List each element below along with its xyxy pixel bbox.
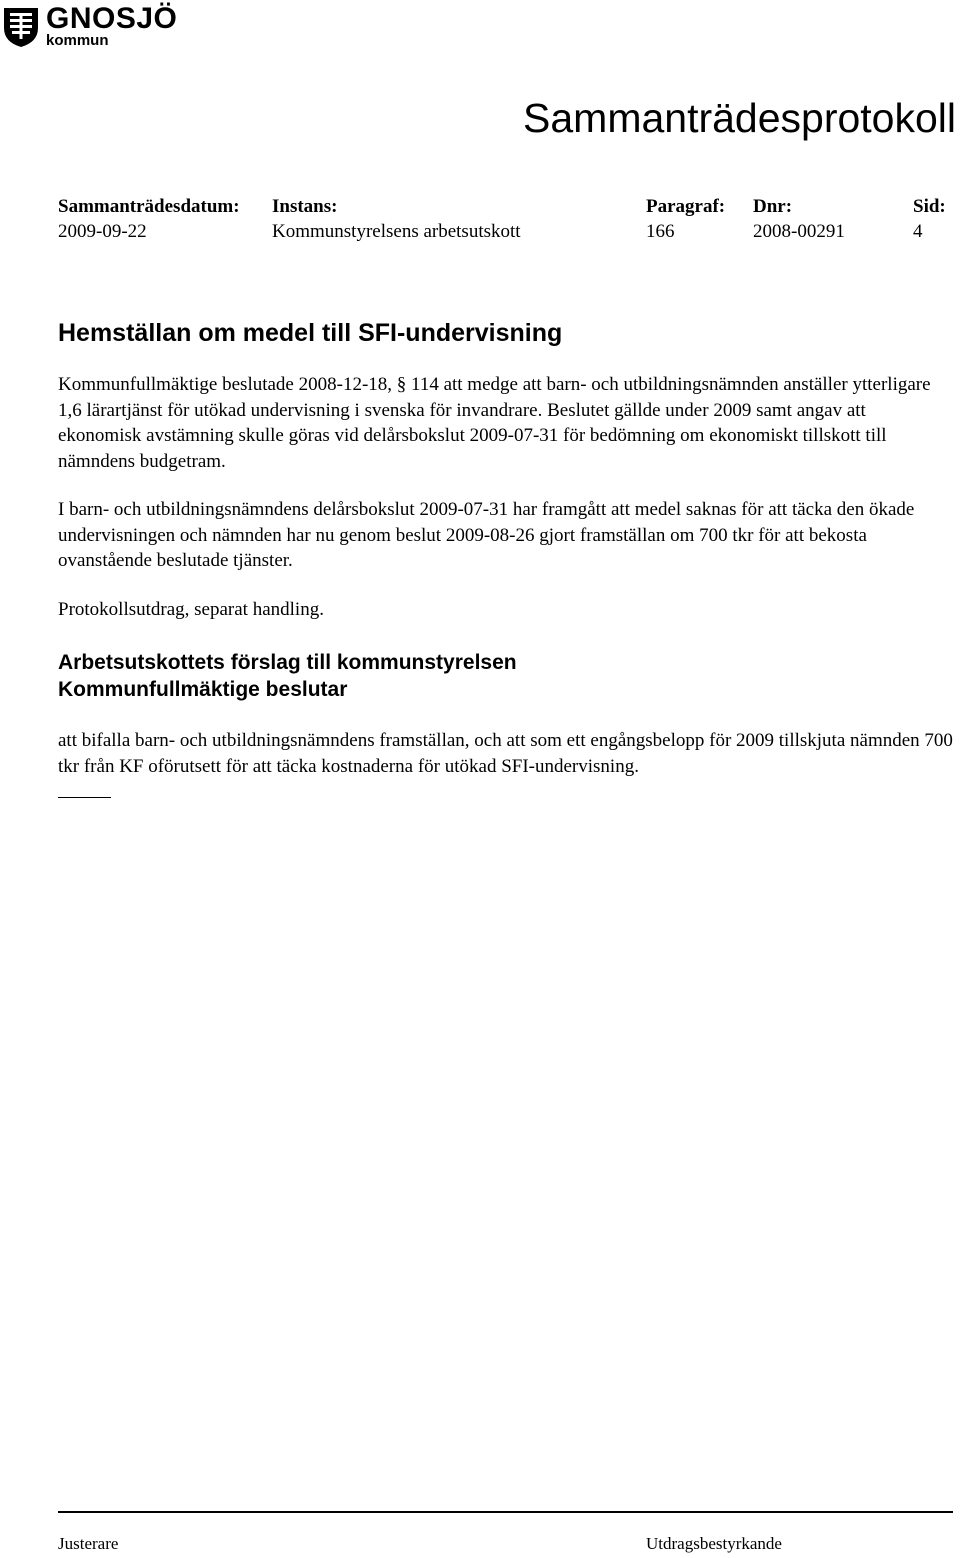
decision-text: att bifalla barn- och utbildningsnämndens framställan, och att som ett engångsbelopp för 2009 tillskjuta nämnden 700 tkr från KF oförutsett för att täcka kostnaderna för utökad SFI-undervisning.	[58, 730, 953, 777]
meta-instans-value: Kommunstyrelsens arbetsutskott	[272, 221, 521, 242]
meta-dnr-value: 2008-00291	[753, 221, 845, 242]
meta-dnr-label: Dnr:	[753, 196, 793, 217]
meta-paragraf-value: 166	[646, 221, 675, 242]
footer-divider	[58, 1511, 953, 1513]
municipality-logo	[2, 2, 178, 49]
paragraph-request: I barn- och utbildningsnämndens delårsbokslut 2009-07-31 har framgått att medel saknas för att täcka den ökade undervisningen och nämnden har nu genom beslut 2009-08-26 gjort framställan om 700 tkr för att bekosta ovanstående beslutade tjänster.	[58, 499, 915, 572]
meta-date	[58, 195, 240, 244]
footer-justerare: Justerare	[58, 1534, 119, 1553]
paragraph-protocol-extract: Protokollsutdrag, separat handling.	[58, 599, 324, 620]
end-of-section-rule	[58, 797, 111, 798]
logo-subtitle: kommun	[46, 32, 109, 49]
meta-sid	[913, 195, 946, 244]
municipal-coat-of-arms-icon	[2, 6, 40, 48]
proposal-heading: Arbetsutskottets förslag till kommunstyrelsen	[58, 651, 517, 674]
meta-dnr	[753, 195, 845, 244]
meta-instans	[272, 195, 521, 244]
meta-date-label: Sammanträdesdatum:	[58, 196, 240, 217]
meta-date-value: 2009-09-22	[58, 221, 147, 242]
paragraph-background: Kommunfullmäktige beslutade 2008-12-18, § 114 att medge att barn- och utbildningsnämnden anställer ytterligare 1,6 lärartjänst för utökad undervisning i svenska för invandrare. Beslutet gällde under 2009 samt angav att ekonomisk avstämning skulle göras vid delårsbokslut 2009-07-31 för bedömning om ekonomiskt tillskott till nämndens budgetram.	[58, 374, 931, 472]
meta-instans-label: Instans:	[272, 196, 338, 217]
meta-sid-value: 4	[913, 221, 923, 242]
meta-sid-label: Sid:	[913, 196, 946, 217]
logo-wordmark: GNOSJÖ	[46, 2, 178, 35]
document-title: Sammanträdesprotokoll	[523, 95, 956, 141]
footer-utdragsbestyrkande: Utdragsbestyrkande	[646, 1534, 782, 1553]
meta-paragraf	[646, 195, 725, 244]
section-heading: Hemställan om medel till SFI-undervisning	[58, 319, 563, 347]
decision-heading: Kommunfullmäktige beslutar	[58, 678, 348, 701]
meta-paragraf-label: Paragraf:	[646, 196, 726, 217]
